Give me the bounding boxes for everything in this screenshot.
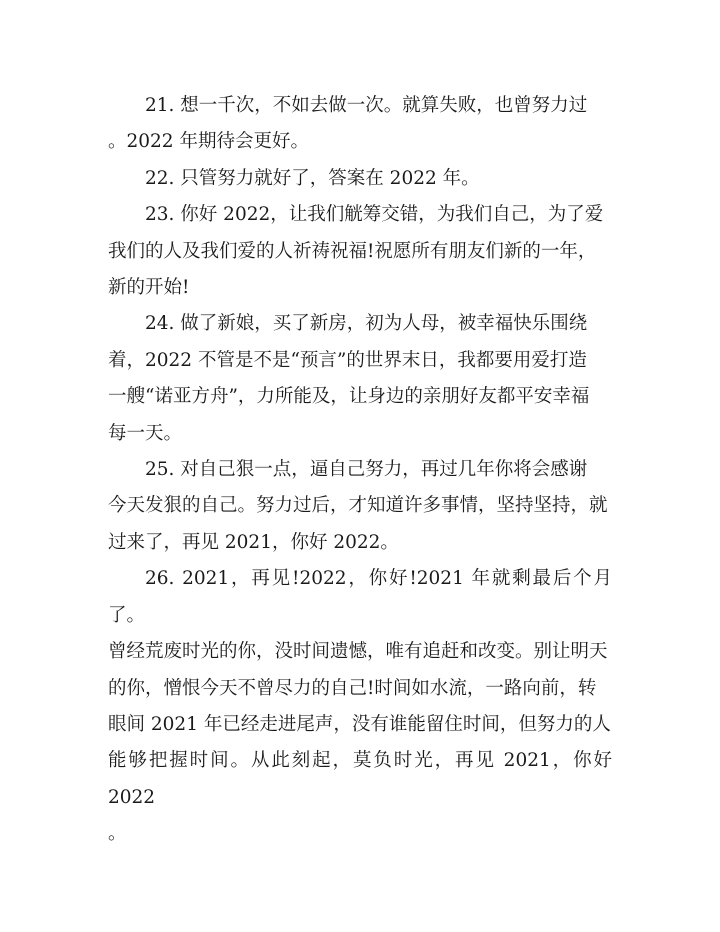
text-line: 26. 2021，再见!2022，你好!2021 年就剩最后个月了。 xyxy=(108,568,612,626)
text-line: 一艘“诺亚方舟”，力所能及，让身边的亲朋好友都平安幸福 xyxy=(108,386,590,408)
text-line: 23. 你好 2022，让我们觥筹交错，为我们自己，为了爱 xyxy=(145,204,604,226)
text-line: 。2022 年期待会更好。 xyxy=(108,131,309,153)
text-line: 过来了，再见 2021，你好 2022。 xyxy=(108,531,399,553)
text-line: 眼间 2021 年已经走进尾声，没有谁能留住时间，但努力的人 xyxy=(108,713,611,735)
text-line: 25. 对自己狠一点，逼自己努力，再过几年你将会感谢 xyxy=(145,459,588,481)
text-line: 我们的人及我们爱的人祈祷祝福!祝愿所有朋友们新的一年， xyxy=(108,240,597,262)
paragraph-23 xyxy=(108,197,612,306)
paragraph-22 xyxy=(108,161,612,197)
text-line: 24. 做了新娘，买了新房，初为人母，被幸福快乐围绕 xyxy=(145,313,588,335)
paragraph-25 xyxy=(108,452,612,561)
text-line: 21. 想一千次，不如去做一次。就算失败，也曾努力过 xyxy=(145,95,588,116)
text-line: 22. 只管努力就好了，答案在 2022 年。 xyxy=(145,167,480,189)
document-page xyxy=(108,88,618,853)
text-line: 的你，憎恨今天不曾尽力的自己!时间如水流，一路向前，转 xyxy=(108,677,597,699)
text-line: 着，2022 不管是不是“预言”的世界末日，我都要用爱打造 xyxy=(108,349,587,371)
text-line: 每一天。 xyxy=(108,422,183,444)
paragraph-24 xyxy=(108,306,612,452)
text-line: 新的开始! xyxy=(108,277,190,299)
text-line: 。 xyxy=(108,823,127,845)
text-line: 曾经荒废时光的你，没时间遗憾，唯有追赶和改变。别让明天 xyxy=(108,641,608,663)
paragraph-26 xyxy=(108,561,618,852)
text-line: 能够把握时间。从此刻起，莫负时光，再见 2021，你好 2022 xyxy=(108,750,618,808)
text-line: 今天发狠的自己。努力过后，才知道许多事情，坚持坚持，就 xyxy=(108,495,608,517)
paragraph-21 xyxy=(108,88,612,161)
